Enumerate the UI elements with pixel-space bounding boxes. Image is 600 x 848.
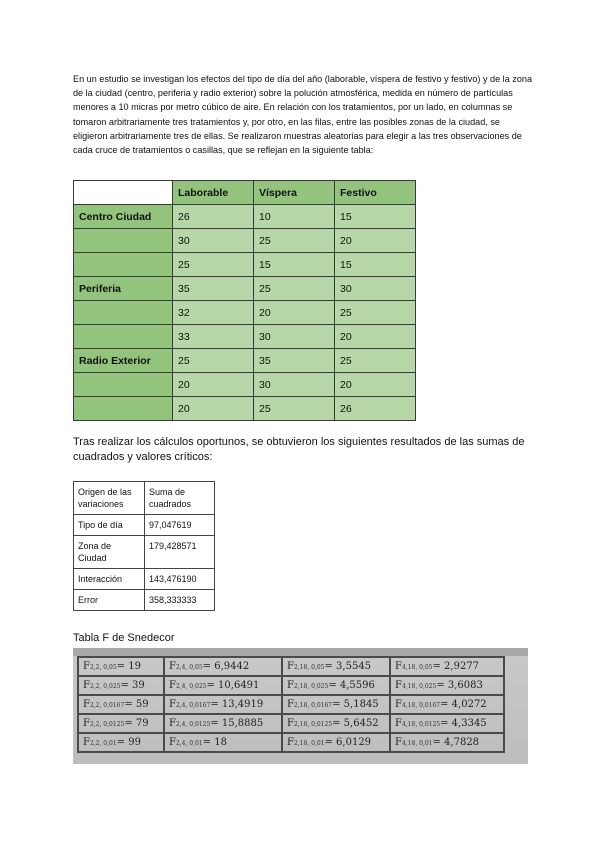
table-row <box>78 676 504 695</box>
table-cell: 25 <box>173 253 254 277</box>
f-cell: F4,18, 0,01= 4,7828 <box>390 733 504 752</box>
table-cell: 25 <box>254 229 335 253</box>
sum-of-squares-table <box>73 481 215 611</box>
table-cell: 20 <box>254 301 335 325</box>
header-corner-cell <box>74 181 173 205</box>
table-cell: 15 <box>254 253 335 277</box>
row-label <box>74 397 173 421</box>
pollution-data-table <box>73 180 416 421</box>
ss-source-cell: Zona de Ciudad <box>74 536 145 569</box>
f-cell: F2,2, 0,05= 19 <box>78 657 164 676</box>
scan-top-strip <box>73 648 528 656</box>
ss-header-source: Origen de las variaciones <box>74 482 145 515</box>
row-label <box>74 229 173 253</box>
table-row <box>74 397 416 421</box>
row-label: Radio Exterior <box>74 349 173 373</box>
f-cell: F4,18, 0,0125= 4,3345 <box>390 714 504 733</box>
f-cell: F2,2, 0,0167= 59 <box>78 695 164 714</box>
ss-value-cell: 358,333333 <box>145 590 215 611</box>
ss-source-cell: Tipo de día <box>74 515 145 536</box>
header-vispera: Víspera <box>254 181 335 205</box>
table-cell: 15 <box>335 205 416 229</box>
table-cell: 30 <box>254 373 335 397</box>
table-row <box>74 590 215 611</box>
intro-paragraph: En un estudio se investigan los efectos del tipo de día del año (laborable, víspera de festivo y festivo) y de la zona de la ciudad (centro, periferia y radio exterior) sobre la polución atmosférica, medida en número de partículas menores a 10 micras por metro cúbico de aire. En relación con los tratamientos, por un lado, en columnas se tomaron arbitrariamente tres tratamientos y, por otro, en las filas, entre las posibles zonas de la ciudad, se eligieron arbitrariamente tres de ellas. Se realizaron muestras aleatorias para elegir a las tres observaciones de cada cruce de tratamientos o casillas, que se reflejan en la siguiente tabla: <box>73 74 533 156</box>
table-row <box>74 253 416 277</box>
ss-source-cell: Interacción <box>74 569 145 590</box>
table-row <box>78 695 504 714</box>
table-row <box>74 536 215 569</box>
table-cell: 20 <box>173 397 254 421</box>
header-festivo: Festivo <box>335 181 416 205</box>
ss-value-cell: 143,476190 <box>145 569 215 590</box>
table-cell: 30 <box>254 325 335 349</box>
f-cell: F2,18, 0,01= 6,0129 <box>282 733 390 752</box>
f-cell: F4,18, 0,05= 2,9277 <box>390 657 504 676</box>
table-cell: 33 <box>173 325 254 349</box>
row-label: Periferia <box>74 277 173 301</box>
table-cell: 35 <box>254 349 335 373</box>
table-cell: 32 <box>173 301 254 325</box>
table-cell: 20 <box>173 373 254 397</box>
f-cell: F4,18, 0,0167= 4,0272 <box>390 695 504 714</box>
header-laborable: Laborable <box>173 181 254 205</box>
ss-value-cell: 179,428571 <box>145 536 215 569</box>
table-row <box>78 657 504 676</box>
f-cell: F2,4, 0,0167= 13,4919 <box>164 695 282 714</box>
f-cell: F2,2, 0,01= 99 <box>78 733 164 752</box>
ss-source-cell: Error <box>74 590 145 611</box>
f-cell: F2,18, 0,0167= 5,1845 <box>282 695 390 714</box>
table-cell: 26 <box>173 205 254 229</box>
f-cell: F2,18, 0,05= 3,5545 <box>282 657 390 676</box>
ss-value-cell: 97,047619 <box>145 515 215 536</box>
table-cell: 15 <box>335 253 416 277</box>
f-table-title: Tabla F de Snedecor <box>73 632 175 644</box>
row-label <box>74 373 173 397</box>
f-cell: F2,4, 0,05= 6,9442 <box>164 657 282 676</box>
table-cell: 25 <box>173 349 254 373</box>
table-cell: 25 <box>335 349 416 373</box>
ss-header-row <box>74 482 215 515</box>
table-cell: 35 <box>173 277 254 301</box>
f-cell: F2,18, 0,0125= 5,6452 <box>282 714 390 733</box>
table-cell: 20 <box>335 373 416 397</box>
table-row <box>74 569 215 590</box>
table-cell: 25 <box>335 301 416 325</box>
table-row <box>74 349 416 373</box>
table-cell: 20 <box>335 325 416 349</box>
table-cell: 26 <box>335 397 416 421</box>
table-row <box>74 301 416 325</box>
f-snedecor-table-image <box>73 648 528 764</box>
f-cell: F2,2, 0,025= 39 <box>78 676 164 695</box>
table-row <box>74 229 416 253</box>
table-cell: 10 <box>254 205 335 229</box>
table-row <box>74 325 416 349</box>
table-cell: 20 <box>335 229 416 253</box>
table-row <box>74 277 416 301</box>
table-cell: 30 <box>173 229 254 253</box>
table-header-row <box>74 181 416 205</box>
f-cell: F4,18, 0,025= 3,6083 <box>390 676 504 695</box>
table-row <box>74 205 416 229</box>
f-cell: F2,4, 0,0125= 15,8885 <box>164 714 282 733</box>
row-label <box>74 253 173 277</box>
table-cell: 25 <box>254 277 335 301</box>
table-row <box>74 515 215 536</box>
table-row <box>78 714 504 733</box>
f-cell: F2,4, 0,025= 10,6491 <box>164 676 282 695</box>
results-paragraph: Tras realizar los cálculos oportunos, se obtuvieron los siguientes resultados de las sumas de cuadrados y valores críticos: <box>73 436 525 463</box>
ss-header-sum: Suma de cuadrados <box>145 482 215 515</box>
table-cell: 30 <box>335 277 416 301</box>
row-label <box>74 325 173 349</box>
table-row <box>74 373 416 397</box>
row-label: Centro Ciudad <box>74 205 173 229</box>
f-cell: F2,2, 0,0125= 79 <box>78 714 164 733</box>
f-cell: F2,4, 0,01= 18 <box>164 733 282 752</box>
row-label <box>74 301 173 325</box>
table-row <box>78 733 504 752</box>
table-cell: 25 <box>254 397 335 421</box>
f-values-grid <box>77 656 505 753</box>
f-cell: F2,18, 0,025= 4,5596 <box>282 676 390 695</box>
